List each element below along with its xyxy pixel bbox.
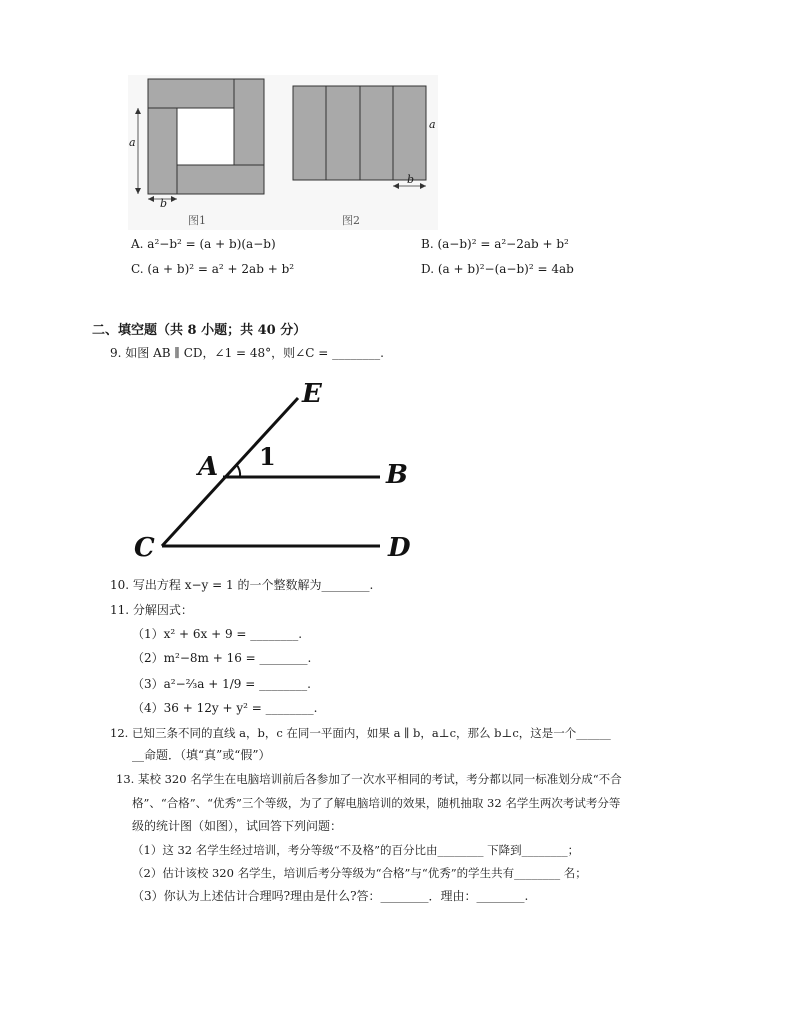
question-11-item-1: （1）x² + 6x + 9 = ________. [132,627,303,641]
figure-2-label-b: b [407,173,415,186]
question-11-item-3: （3）a²−⅔a + 1/9 = ________. [132,677,311,691]
q9-label-e: E [302,379,322,409]
figure-2-label-a: a [429,118,436,131]
figure-1-caption: 图1 [188,214,206,227]
q9-figure [128,378,428,568]
question-13-line-3: 级的统计图（如图），试回答下列问题： [132,819,343,833]
question-10: 10. 写出方程 x−y = 1 的一个整数解为________. [110,578,374,592]
q9-label-a: A [198,452,219,482]
option-b: B. (a−b)² = a²−2ab + b² [421,237,569,251]
question-13-line-1: 13. 某校 320 名学生在电脑培训前后各参加了一次水平相同的考试，考分都以同一标准划分成“不合 [116,772,622,786]
section-title: 二、填空题（共 8 小题；共 40 分） [92,323,307,338]
q9-label-b: B [386,460,408,490]
q9-figure-svg [128,378,428,568]
option-d: D. (a + b)²−(a−b)² = 4ab [421,262,574,276]
q9-label-c: C [134,533,155,563]
figure-2-caption: 图2 [342,214,360,227]
question-9: 9. 如图 AB ∥ CD，∠1 = 48°，则∠C = ________. [110,346,384,360]
q9-label-d: D [388,533,411,563]
option-a: A. a²−b² = (a + b)(a−b) [131,237,276,251]
option-c: C. (a + b)² = a² + 2ab + b² [131,262,295,276]
question-11-title: 11. 分解因式： [110,603,193,617]
question-13-item-2: （2）估计该校 320 名学生，培训后考分等级为“合格”与“优秀”的学生共有________ 名； [132,866,587,880]
question-11-item-2: （2）m²−8m + 16 = ________. [132,651,312,665]
question-11-item-4: （4）36 + 12y + y² = ________. [132,701,318,715]
question-13-line-2: 格”、“合格”、“优秀”三个等级，为了了解电脑培训的效果，随机抽取 32 名学生两次考试考分等 [132,796,621,810]
question-12-line-2: __命题．（填“真”或“假”） [132,748,271,762]
figure-1-2-svg [128,75,438,230]
figure-1 [135,79,264,202]
question-13-item-3: （3）你认为上述估计合理吗?理由是什么?答：________．理由：________. [132,889,529,903]
figure-1-label-b: b [160,197,168,210]
question-12-line-1: 12. 已知三条不同的直线 a，b，c 在同一平面内，如果 a ∥ b，a⊥c，那么 b⊥c，这是一个______ [110,726,611,740]
q9-label-1: 1 [259,442,276,471]
figure-1-label-a: a [129,136,136,149]
figure-panel [128,75,438,230]
question-13-item-1: （1）这 32 名学生经过培训，考分等级“不及格”的百分比由________ 下降到________； [132,843,580,857]
